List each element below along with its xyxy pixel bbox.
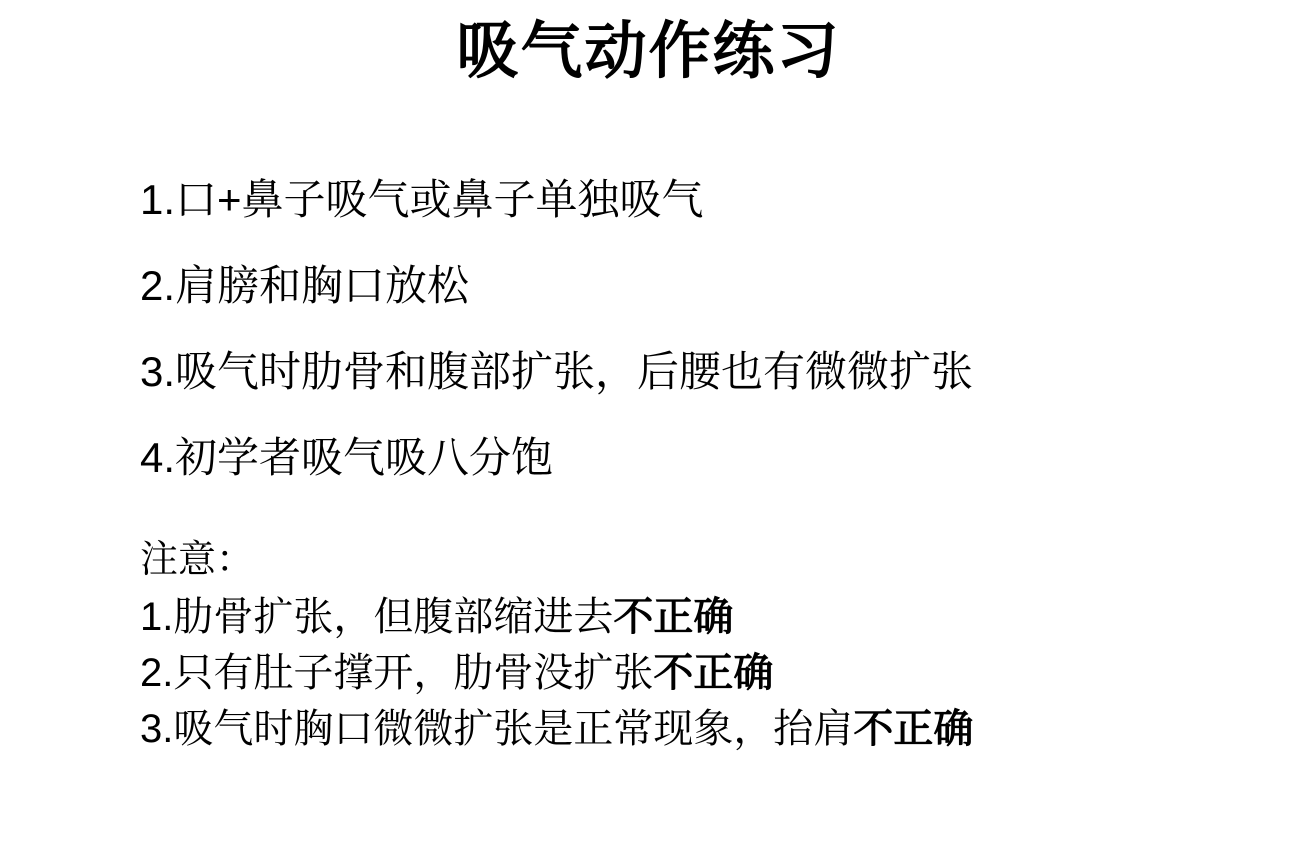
page-title: 吸气动作练习 <box>456 17 841 86</box>
list-item: 3.吸气时肋骨和腹部扩张，后腰也有微微扩张 <box>140 348 974 396</box>
slide-canvas <box>0 8 1297 865</box>
list-item <box>140 595 1297 640</box>
note-emphasis: 不正确 <box>613 595 734 640</box>
note-text: 2.只有肚子撑开，肋骨没扩张 <box>140 651 654 696</box>
list-item: 4.初学者吸气吸八分饱 <box>140 434 554 482</box>
notes-list <box>140 595 1297 752</box>
note-text: 1.肋骨扩张，但腹部缩进去 <box>140 595 614 640</box>
note-text: 3.吸气时胸口微微扩张是正常现象，抬肩 <box>140 707 854 752</box>
list-item <box>140 651 1297 696</box>
notes-heading: 注意： <box>140 539 255 582</box>
list-item: 2.肩膀和胸口放松 <box>140 262 470 310</box>
list-item: 1.口+鼻子吸气或鼻子单独吸气 <box>140 176 704 224</box>
note-emphasis: 不正确 <box>653 651 774 696</box>
steps-list <box>0 176 1297 482</box>
notes-section <box>0 539 1297 752</box>
note-emphasis: 不正确 <box>853 707 974 752</box>
list-item <box>140 707 1297 752</box>
